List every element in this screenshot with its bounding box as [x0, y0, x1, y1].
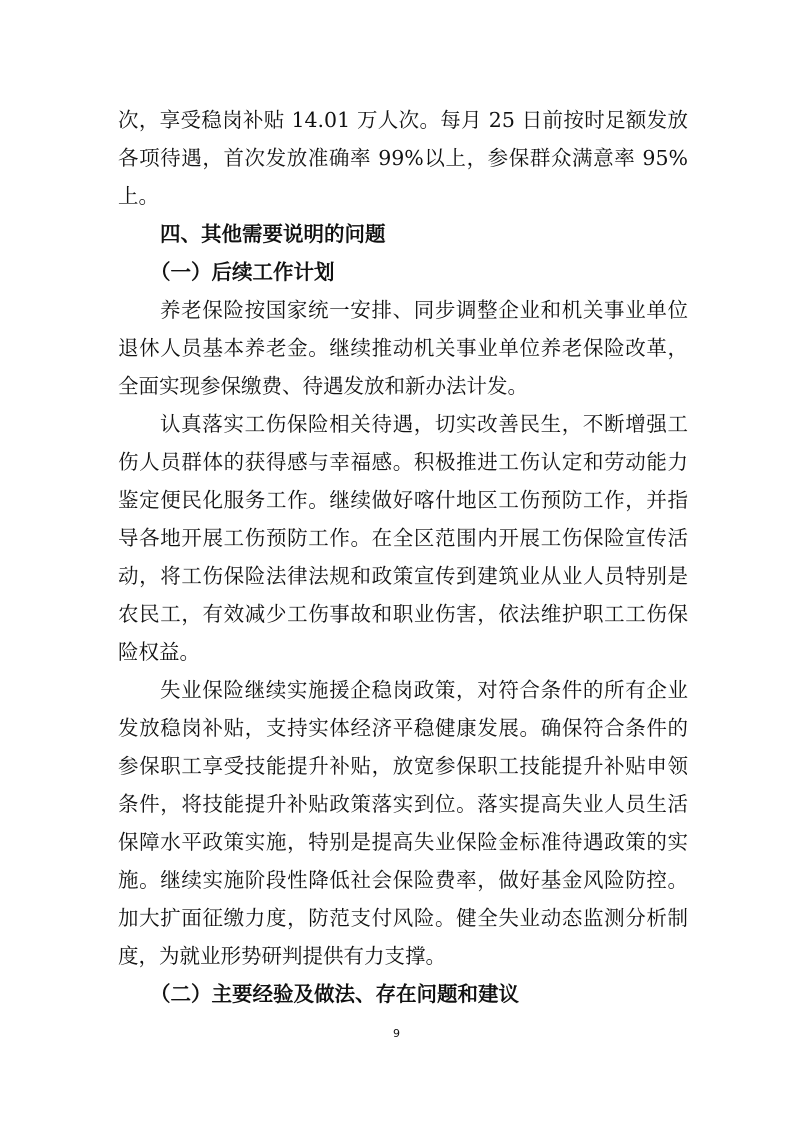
text-line: 失业保险继续实施援企稳岗政策，对符合条件的所有企业	[160, 678, 688, 702]
text-line: 导各地开展工伤预防工作。在全区范围内开展工伤保险宣传活	[118, 526, 688, 550]
text-line: 发放稳岗补贴，支持实体经济平稳健康发展。确保符合条件的	[118, 716, 688, 740]
text-line: 各项待遇，首次发放准确率 99%以上，参保群众满意率 95%	[118, 146, 688, 170]
continuation-paragraph	[118, 101, 688, 215]
text-line: 条件，将技能提升补贴政策落实到位。落实提高失业人员生活	[118, 792, 688, 816]
text-line: 加大扩面征缴力度，防范支付风险。健全失业动态监测分析制	[118, 906, 688, 930]
paragraph-work-injury	[118, 405, 688, 671]
text-line: 次，享受稳岗补贴 14.01 万人次。每月 25 日前按时足额发放	[118, 108, 688, 132]
text-line: 险权益。	[118, 640, 200, 664]
document-body	[118, 101, 688, 1013]
text-line: 认真落实工伤保险相关待遇，切实改善民生，不断增强工	[160, 412, 688, 436]
text-line: 参保职工享受技能提升补贴，放宽参保职工技能提升补贴申领	[118, 754, 688, 778]
text-line: 伤人员群体的获得感与幸福感。积极推进工伤认定和劳动能力	[118, 450, 688, 474]
text-line: 退休人员基本养老金。继续推动机关事业单位养老保险改革，	[118, 336, 688, 360]
paragraph-unemployment	[118, 671, 688, 975]
text-line: 施。继续实施阶段性降低社会保险费率，做好基金风险防控。	[118, 868, 688, 892]
paragraph-pension	[118, 291, 688, 405]
section-heading: 四、其他需要说明的问题	[160, 222, 386, 246]
subsection-heading: （一）后续工作计划	[150, 260, 335, 284]
text-line: 动，将工伤保险法律法规和政策宣传到建筑业从业人员特别是	[118, 564, 688, 588]
text-line: 全面实现参保缴费、待遇发放和新办法计发。	[118, 374, 528, 398]
text-line: 农民工，有效减少工伤事故和职业伤害，依法维护职工工伤保	[118, 602, 688, 626]
text-line: 度，为就业形势研判提供有力支撑。	[118, 944, 446, 968]
text-line: 养老保险按国家统一安排、同步调整企业和机关事业单位	[160, 298, 688, 322]
page-number: 9	[393, 1027, 400, 1040]
text-line: 鉴定便民化服务工作。继续做好喀什地区工伤预防工作，并指	[118, 488, 688, 512]
text-line: 保障水平政策实施，特别是提高失业保险金标准待遇政策的实	[118, 830, 688, 854]
text-line: 上。	[118, 184, 159, 208]
subsection-heading: （二）主要经验及做法、存在问题和建议	[150, 982, 519, 1006]
